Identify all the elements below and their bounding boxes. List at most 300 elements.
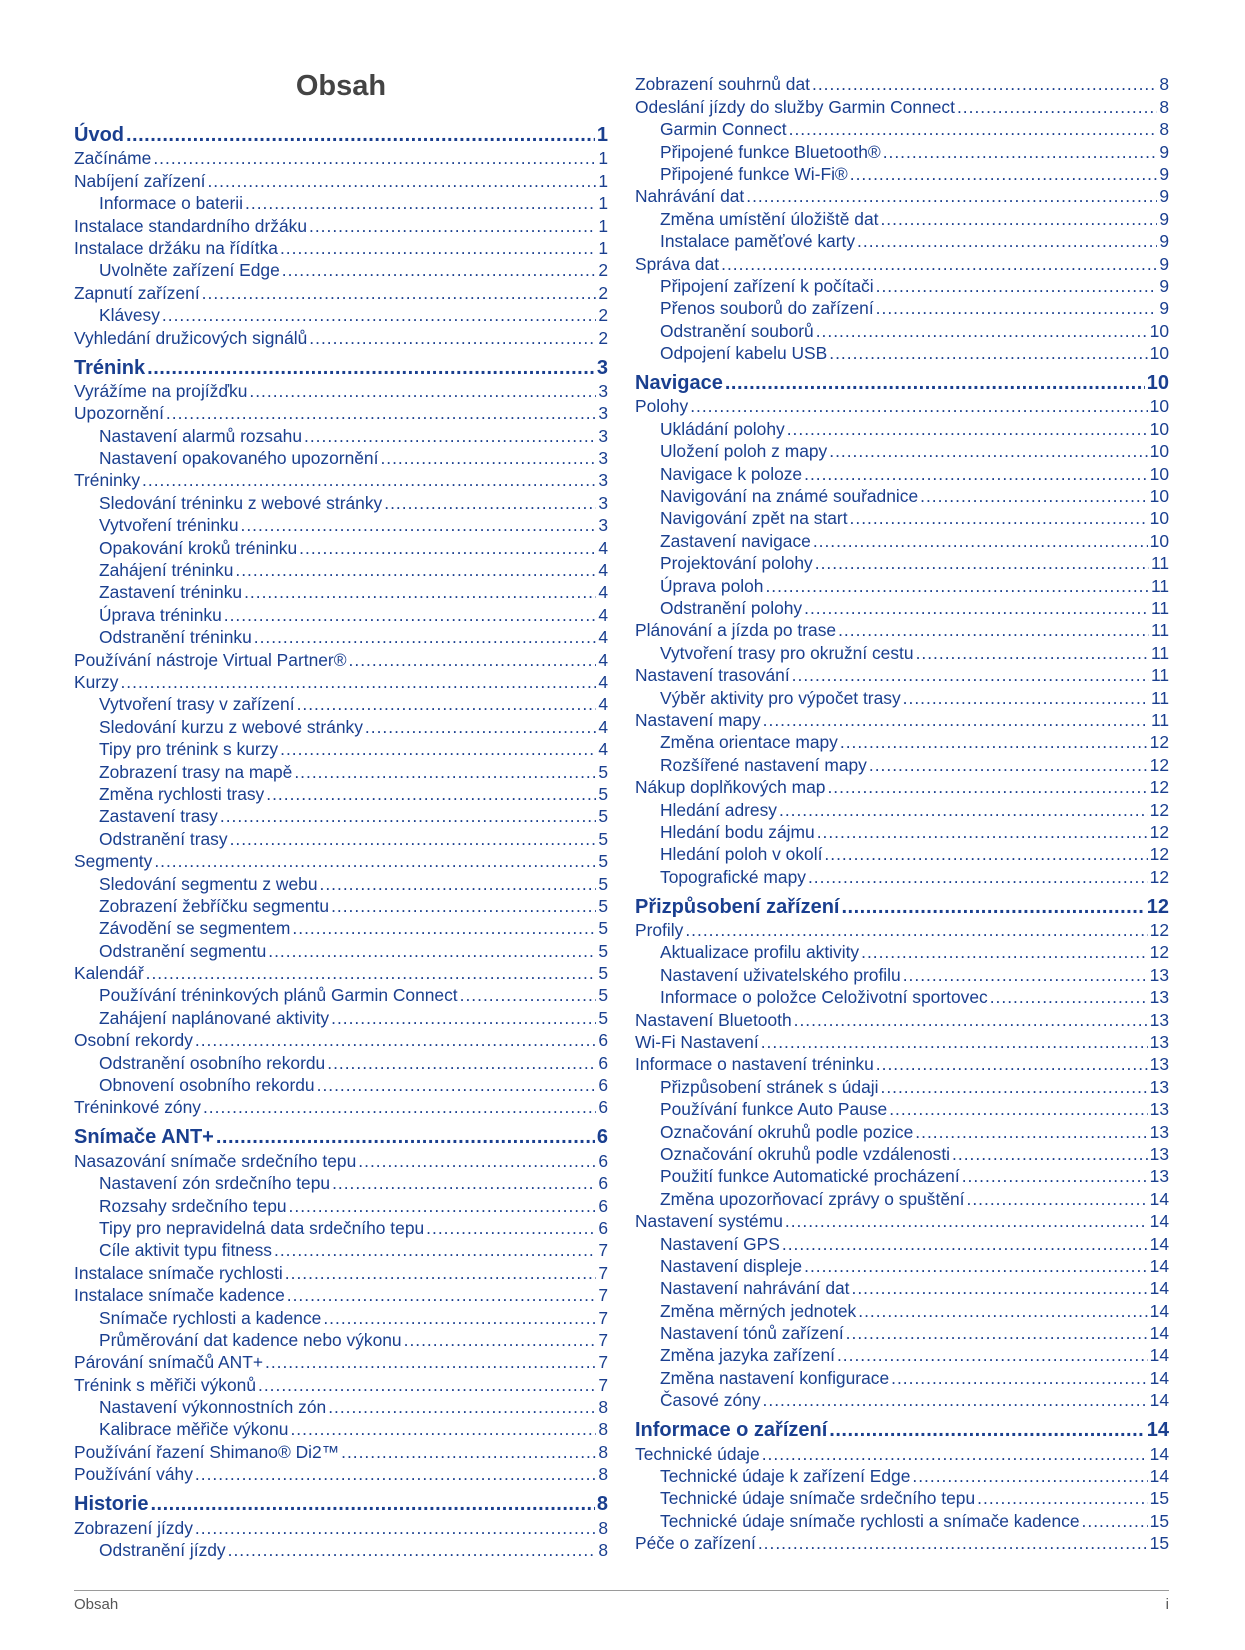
toc-entry-page: 14: [1149, 1211, 1169, 1232]
toc-subsection-entry[interactable]: [74, 1539, 608, 1561]
toc-entry-title: Vytvoření trasy pro okružní cestu: [660, 642, 914, 663]
toc-subsection-entry[interactable]: [635, 963, 1169, 985]
toc-entry-title: Snímače rychlosti a kadence: [99, 1307, 322, 1328]
toc-section-entry[interactable]: [635, 1031, 1169, 1053]
toc-subsection-entry[interactable]: [74, 626, 608, 648]
toc-entry-page: 5: [598, 940, 608, 961]
toc-subsection-entry[interactable]: [635, 1277, 1169, 1299]
toc-section-entry[interactable]: [635, 776, 1169, 798]
toc-dot-leader: [891, 1367, 1148, 1389]
toc-section-entry[interactable]: [74, 469, 608, 491]
toc-subsection-entry[interactable]: [74, 827, 608, 849]
toc-entry-page: 14: [1149, 1345, 1169, 1366]
toc-entry-page: 1: [598, 215, 608, 236]
toc-entry-page: 6: [596, 1126, 608, 1149]
toc-section-entry[interactable]: [74, 147, 608, 169]
toc-entry-title: Nastavení zón srdečního tepu: [99, 1173, 331, 1194]
toc-entry-page: 13: [1149, 964, 1169, 985]
toc-chapter-entry[interactable]: [74, 123, 608, 147]
toc-subsection-entry[interactable]: [635, 731, 1169, 753]
toc-section-entry[interactable]: [74, 237, 608, 259]
toc-subsection-entry[interactable]: [635, 529, 1169, 551]
toc-subsection-entry[interactable]: [635, 1098, 1169, 1120]
toc-section-entry[interactable]: [74, 402, 608, 424]
toc-subsection-entry[interactable]: [74, 693, 608, 715]
toc-entry-page: 12: [1149, 844, 1169, 865]
toc-entry-page: 7: [598, 1352, 608, 1373]
toc-subsection-entry[interactable]: [635, 440, 1169, 462]
toc-section-entry[interactable]: [74, 1029, 608, 1051]
toc-dot-leader: [846, 1322, 1148, 1344]
toc-entry-page: 2: [598, 282, 608, 303]
toc-subsection-entry[interactable]: [635, 275, 1169, 297]
toc-subsection-entry[interactable]: [74, 872, 608, 894]
toc-subsection-entry[interactable]: [635, 753, 1169, 775]
toc-dot-leader: [317, 1074, 596, 1096]
toc-entry-title: Přizpůsobení stránek s údaji: [660, 1076, 879, 1097]
toc-section-entry[interactable]: [635, 919, 1169, 941]
toc-dot-leader: [241, 514, 596, 536]
toc-entry-page: 12: [1149, 920, 1169, 941]
toc-entry-title: Instalace snímače kadence: [74, 1285, 285, 1306]
toc-section-entry[interactable]: [74, 850, 608, 872]
toc-entry-page: 3: [598, 425, 608, 446]
toc-subsection-entry[interactable]: [635, 462, 1169, 484]
toc-entry-title: Odstranění jízdy: [99, 1540, 226, 1561]
toc-dot-leader: [235, 559, 596, 581]
toc-dot-leader: [207, 170, 596, 192]
toc-subsection-entry[interactable]: [635, 417, 1169, 439]
toc-entry-page: 7: [598, 1374, 608, 1395]
toc-subsection-entry[interactable]: [635, 1299, 1169, 1321]
toc-dot-leader: [258, 1374, 596, 1396]
toc-entry-page: 8: [1159, 96, 1169, 117]
toc-subsection-entry[interactable]: [635, 641, 1169, 663]
toc-entry-title: Sledování tréninku z webové stránky: [99, 492, 383, 513]
toc-entry-page: 8: [598, 1517, 608, 1538]
page-title: Obsah: [295, 70, 387, 102]
toc-entry-title: Navigování na známé souřadnice: [660, 486, 919, 507]
toc-subsection-entry[interactable]: [635, 1322, 1169, 1344]
toc-entry-title: Odstranění polohy: [660, 597, 803, 618]
toc-subsection-entry[interactable]: [635, 1487, 1169, 1509]
toc-entry-page: 3: [598, 515, 608, 536]
toc-entry-page: 8: [598, 1540, 608, 1561]
toc-section-entry[interactable]: [74, 1261, 608, 1283]
toc-dot-leader: [195, 1029, 596, 1051]
toc-chapter-entry[interactable]: [74, 356, 608, 380]
toc-entry-title: Rozšířené nastavení mapy: [660, 754, 867, 775]
toc-subsection-entry[interactable]: [74, 1074, 608, 1096]
toc-entry-title: Nahrávání dat: [635, 186, 745, 207]
toc-subsection-entry[interactable]: [635, 574, 1169, 596]
toc-entry-page: 9: [1159, 186, 1169, 207]
toc-section-entry[interactable]: [635, 95, 1169, 117]
toc-entry-page: 10: [1149, 320, 1169, 341]
toc-dot-leader: [304, 425, 596, 447]
toc-entry-page: 6: [598, 1030, 608, 1051]
toc-subsection-entry[interactable]: [74, 1217, 608, 1239]
toc-dot-leader: [332, 1172, 596, 1194]
toc-subsection-entry[interactable]: [74, 783, 608, 805]
toc-entry-title: Nasazování snímače srdečního tepu: [74, 1150, 357, 1171]
toc-entry-title: Osobní rekordy: [74, 1030, 193, 1051]
toc-subsection-entry[interactable]: [635, 798, 1169, 820]
toc-entry-title: Použití funkce Automatické procházení: [660, 1166, 960, 1187]
toc-entry-title: Uvolněte zařízení Edge: [99, 260, 280, 281]
toc-entry-page: 9: [1159, 298, 1169, 319]
toc-entry-title: Péče o zařízení: [635, 1533, 756, 1554]
toc-subsection-entry[interactable]: [635, 1075, 1169, 1097]
toc-entry-title: Používání funkce Auto Pause: [660, 1099, 888, 1120]
toc-entry-page: 10: [1149, 343, 1169, 364]
toc-subsection-entry[interactable]: [635, 1143, 1169, 1165]
toc-subsection-entry[interactable]: [635, 319, 1169, 341]
toc-entry-title: Odstranění trasy: [99, 828, 228, 849]
toc-entry-title: Informace o zařízení: [635, 1419, 828, 1442]
toc-dot-leader: [220, 805, 596, 827]
toc-subsection-entry[interactable]: [635, 1232, 1169, 1254]
toc-subsection-entry[interactable]: [635, 1389, 1169, 1411]
toc-dot-leader: [282, 259, 596, 281]
toc-entry-page: 14: [1149, 1466, 1169, 1487]
toc-section-entry[interactable]: [635, 395, 1169, 417]
toc-subsection-entry[interactable]: [635, 230, 1169, 252]
toc-subsection-entry[interactable]: [74, 304, 608, 326]
toc-entry-page: 11: [1150, 642, 1169, 663]
toc-entry-page: 3: [598, 380, 608, 401]
toc-section-entry[interactable]: [635, 73, 1169, 95]
toc-dot-leader: [166, 402, 596, 424]
toc-subsection-entry[interactable]: [635, 552, 1169, 574]
toc-entry-page: 4: [598, 604, 608, 625]
toc-dot-leader: [426, 1217, 596, 1239]
toc-entry-title: Používání nástroje Virtual Partner®: [74, 649, 347, 670]
toc-subsection-entry[interactable]: [635, 843, 1169, 865]
toc-entry-page: 13: [1149, 1166, 1169, 1187]
toc-subsection-entry[interactable]: [635, 140, 1169, 162]
toc-entry-page: 13: [1149, 1143, 1169, 1164]
toc-entry-title: Používání tréninkových plánů Garmin Connect: [99, 985, 458, 1006]
toc-entry-page: 3: [598, 448, 608, 469]
toc-subsection-entry[interactable]: [74, 1051, 608, 1073]
toc-entry-title: Tréninkové zóny: [74, 1097, 201, 1118]
toc-chapter-entry[interactable]: [74, 1492, 608, 1516]
toc-subsection-entry[interactable]: [635, 986, 1169, 1008]
toc-subsection-entry[interactable]: [635, 1366, 1169, 1388]
toc-dot-leader: [804, 463, 1148, 485]
toc-entry-title: Změna nastavení konfigurace: [660, 1367, 890, 1388]
toc-dot-leader: [721, 253, 1157, 275]
toc-entry-title: Nastavení nahrávání dat: [660, 1278, 850, 1299]
toc-entry-title: Ukládání polohy: [660, 418, 785, 439]
toc-chapter-entry[interactable]: [635, 895, 1169, 919]
toc-entry-page: 10: [1149, 530, 1169, 551]
toc-entry-title: Uložení poloh z mapy: [660, 441, 828, 462]
toc-section-entry[interactable]: [74, 671, 608, 693]
toc-entry-page: 6: [598, 1195, 608, 1216]
toc-subsection-entry[interactable]: [74, 491, 608, 513]
toc-subsection-entry[interactable]: [74, 805, 608, 827]
toc-dot-leader: [858, 1300, 1147, 1322]
toc-subsection-entry[interactable]: [74, 514, 608, 536]
toc-entry-title: Tréninky: [74, 470, 141, 491]
toc-entry-title: Hledání poloh v okolí: [660, 844, 823, 865]
toc-section-entry[interactable]: [635, 1210, 1169, 1232]
toc-subsection-entry[interactable]: [74, 1329, 608, 1351]
toc-entry-page: 12: [1149, 799, 1169, 820]
toc-subsection-entry[interactable]: [74, 895, 608, 917]
toc-subsection-entry[interactable]: [74, 603, 608, 625]
toc-section-entry[interactable]: [635, 252, 1169, 274]
toc-entry-page: 4: [598, 582, 608, 603]
toc-subsection-entry[interactable]: [74, 760, 608, 782]
toc-dot-leader: [146, 962, 596, 984]
toc-entry-page: 10: [1149, 396, 1169, 417]
toc-dot-leader: [331, 1007, 596, 1029]
toc-section-entry[interactable]: [635, 1008, 1169, 1030]
toc-subsection-entry[interactable]: [74, 1172, 608, 1194]
toc-entry-page: 11: [1150, 620, 1169, 641]
toc-entry-title: Vyrážíme na projížďku: [74, 380, 248, 401]
toc-entry-title: Správa dat: [635, 253, 720, 274]
toc-subsection-entry[interactable]: [635, 1120, 1169, 1142]
toc-dot-leader: [857, 230, 1157, 252]
toc-section-entry[interactable]: [74, 169, 608, 191]
toc-entry-page: 10: [1149, 418, 1169, 439]
toc-subsection-entry[interactable]: [635, 1344, 1169, 1366]
toc-dot-leader: [876, 275, 1157, 297]
toc-section-entry[interactable]: [74, 326, 608, 348]
toc-entry-title: Trénink: [74, 356, 146, 379]
toc-section-entry[interactable]: [74, 1440, 608, 1462]
toc-dot-leader: [850, 163, 1157, 185]
toc-entry-page: 7: [598, 1329, 608, 1350]
toc-dot-leader: [323, 1307, 596, 1329]
toc-entry-page: 15: [1149, 1488, 1169, 1509]
toc-dot-leader: [880, 208, 1157, 230]
toc-dot-leader: [990, 986, 1148, 1008]
toc-subsection-entry[interactable]: [74, 1194, 608, 1216]
toc-entry-title: Nastavení Bluetooth: [635, 1009, 792, 1030]
toc-dot-leader: [349, 649, 596, 671]
toc-entry-title: Úprava tréninku: [99, 604, 222, 625]
toc-dot-leader: [785, 1210, 1148, 1232]
toc-dot-leader: [230, 828, 596, 850]
toc-subsection-entry[interactable]: [635, 1465, 1169, 1487]
toc-section-entry[interactable]: [74, 1096, 608, 1118]
toc-entry-title: Instalace držáku na řídítka: [74, 237, 278, 258]
toc-entry-page: 10: [1149, 463, 1169, 484]
toc-dot-leader: [824, 843, 1147, 865]
toc-entry-title: Používání váhy: [74, 1464, 193, 1485]
toc-dot-leader: [285, 1262, 596, 1284]
toc-entry-title: Vytvoření tréninku: [99, 515, 239, 536]
toc-chapter-entry[interactable]: [635, 371, 1169, 395]
toc-entry-title: Hledání bodu zájmu: [660, 821, 815, 842]
toc-subsection-entry[interactable]: [635, 941, 1169, 963]
toc-dot-leader: [289, 1195, 596, 1217]
toc-entry-title: Technické údaje: [635, 1443, 760, 1464]
toc-chapter-entry[interactable]: [635, 1418, 1169, 1442]
toc-section-entry[interactable]: [635, 664, 1169, 686]
toc-dot-leader: [268, 940, 596, 962]
toc-section-entry[interactable]: [74, 1463, 608, 1485]
toc-entry-title: Zobrazení jízdy: [74, 1517, 193, 1538]
toc-subsection-entry[interactable]: [74, 738, 608, 760]
toc-entry-page: 8: [596, 1493, 608, 1516]
toc-section-entry[interactable]: [74, 1149, 608, 1171]
toc-section-entry[interactable]: [635, 619, 1169, 641]
toc-dot-leader: [292, 917, 596, 939]
toc-subsection-entry[interactable]: [74, 1239, 608, 1261]
toc-entry-title: Používání řazení Shimano® Di2™: [74, 1441, 340, 1462]
toc-subsection-entry[interactable]: [635, 507, 1169, 529]
toc-dot-leader: [280, 237, 596, 259]
toc-entry-page: 14: [1149, 1323, 1169, 1344]
toc-dot-leader: [150, 1492, 594, 1516]
toc-subsection-entry[interactable]: [635, 342, 1169, 364]
toc-entry-page: 12: [1146, 895, 1169, 918]
toc-subsection-entry[interactable]: [74, 559, 608, 581]
toc-subsection-entry[interactable]: [74, 715, 608, 737]
toc-entry-title: Změna jazyka zařízení: [660, 1345, 835, 1366]
toc-subsection-entry[interactable]: [74, 939, 608, 961]
toc-subsection-entry[interactable]: [635, 597, 1169, 619]
toc-dot-leader: [962, 1165, 1148, 1187]
toc-subsection-entry[interactable]: [635, 207, 1169, 229]
toc-entry-page: 10: [1146, 372, 1169, 395]
toc-dot-leader: [787, 418, 1148, 440]
toc-dot-leader: [852, 1277, 1148, 1299]
toc-subsection-entry[interactable]: [74, 192, 608, 214]
toc-dot-leader: [254, 626, 596, 648]
toc-subsection-entry[interactable]: [74, 984, 608, 1006]
toc-dot-leader: [224, 604, 596, 626]
toc-chapter-entry[interactable]: [74, 1125, 608, 1149]
toc-entry-title: Sledování kurzu z webové stránky: [99, 716, 363, 737]
toc-subsection-entry[interactable]: [74, 1006, 608, 1028]
toc-subsection-entry[interactable]: [635, 1165, 1169, 1187]
toc-section-entry[interactable]: [74, 962, 608, 984]
toc-section-entry[interactable]: [74, 648, 608, 670]
toc-dot-leader: [203, 1096, 596, 1118]
toc-entry-title: Párování snímačů ANT+: [74, 1352, 263, 1373]
toc-entry-title: Technické údaje snímače srdečního tepu: [660, 1488, 976, 1509]
toc-section-entry[interactable]: [635, 1053, 1169, 1075]
toc-subsection-entry[interactable]: [635, 865, 1169, 887]
toc-entry-title: Kalendář: [74, 963, 144, 984]
toc-subsection-entry[interactable]: [74, 917, 608, 939]
toc-entry-title: Nabíjení zařízení: [74, 170, 206, 191]
toc-subsection-entry[interactable]: [74, 1418, 608, 1440]
toc-subsection-entry[interactable]: [635, 163, 1169, 185]
toc-section-entry[interactable]: [635, 709, 1169, 731]
toc-dot-leader: [725, 371, 1145, 395]
toc-dot-leader: [763, 709, 1149, 731]
toc-subsection-entry[interactable]: [74, 424, 608, 446]
toc-dot-leader: [327, 1052, 596, 1074]
toc-subsection-entry[interactable]: [635, 821, 1169, 843]
toc-section-entry[interactable]: [635, 1442, 1169, 1464]
toc-entry-title: Nastavení systému: [635, 1211, 783, 1232]
toc-dot-leader: [763, 1389, 1148, 1411]
toc-entry-title: Zobrazení souhrnů dat: [635, 74, 810, 95]
toc-dot-leader: [358, 1150, 596, 1172]
toc-subsection-entry[interactable]: [74, 1396, 608, 1418]
toc-entry-page: 13: [1149, 1121, 1169, 1142]
toc-entry-title: Nákup doplňkových map: [635, 777, 826, 798]
toc-section-entry[interactable]: [635, 185, 1169, 207]
toc-entry-page: 5: [598, 918, 608, 939]
toc-entry-title: Nastavení výkonnostních zón: [99, 1397, 327, 1418]
toc-dot-leader: [244, 581, 596, 603]
toc-section-entry[interactable]: [74, 380, 608, 402]
toc-dot-leader: [861, 941, 1148, 963]
toc-entry-page: 6: [598, 1217, 608, 1238]
toc-subsection-entry[interactable]: [635, 485, 1169, 507]
toc-entry-page: 13: [1149, 987, 1169, 1008]
toc-section-entry[interactable]: [635, 1532, 1169, 1554]
toc-section-entry[interactable]: [74, 214, 608, 236]
toc-entry-page: 11: [1150, 665, 1169, 686]
toc-section-entry[interactable]: [74, 1351, 608, 1373]
toc-entry-page: 14: [1149, 1278, 1169, 1299]
toc-dot-leader: [195, 1463, 596, 1485]
toc-subsection-entry[interactable]: [74, 536, 608, 558]
toc-subsection-entry[interactable]: [74, 259, 608, 281]
toc-subsection-entry[interactable]: [635, 686, 1169, 708]
toc-subsection-entry[interactable]: [74, 1306, 608, 1328]
toc-section-entry[interactable]: [74, 1516, 608, 1538]
toc-dot-leader: [977, 1487, 1148, 1509]
toc-dot-leader: [838, 619, 1149, 641]
toc-dot-leader: [912, 1465, 1147, 1487]
toc-subsection-entry[interactable]: [635, 118, 1169, 140]
toc-entry-title: Hledání adresy: [660, 799, 777, 820]
toc-subsection-entry[interactable]: [74, 447, 608, 469]
toc-dot-leader: [1082, 1510, 1148, 1532]
toc-dot-leader: [758, 1532, 1148, 1554]
toc-subsection-entry[interactable]: [635, 297, 1169, 319]
toc-section-entry[interactable]: [74, 1373, 608, 1395]
toc-entry-page: 13: [1149, 1076, 1169, 1097]
toc-subsection-entry[interactable]: [74, 581, 608, 603]
toc-entry-title: Instalace snímače rychlosti: [74, 1262, 283, 1283]
toc-entry-page: 5: [598, 851, 608, 872]
toc-dot-leader: [162, 304, 596, 326]
toc-section-entry[interactable]: [74, 1284, 608, 1306]
toc-dot-leader: [762, 1443, 1148, 1465]
toc-subsection-entry[interactable]: [635, 1187, 1169, 1209]
toc-entry-title: Technické údaje k zařízení Edge: [660, 1466, 911, 1487]
toc-entry-page: 5: [598, 963, 608, 984]
toc-entry-title: Opakování kroků tréninku: [99, 537, 298, 558]
toc-entry-page: 12: [1149, 777, 1169, 798]
toc-dot-leader: [309, 327, 596, 349]
toc-subsection-entry[interactable]: [635, 1255, 1169, 1277]
toc-dot-leader: [265, 1351, 596, 1373]
toc-dot-leader: [120, 671, 596, 693]
toc-subsection-entry[interactable]: [635, 1509, 1169, 1531]
toc-entry-page: 14: [1146, 1419, 1169, 1442]
toc-entry-title: Odstranění souborů: [660, 320, 814, 341]
toc-section-entry[interactable]: [74, 281, 608, 303]
toc-entry-title: Topografické mapy: [660, 866, 806, 887]
toc-dot-leader: [883, 141, 1157, 163]
toc-entry-page: 3: [598, 492, 608, 513]
toc-dot-leader: [290, 1418, 596, 1440]
